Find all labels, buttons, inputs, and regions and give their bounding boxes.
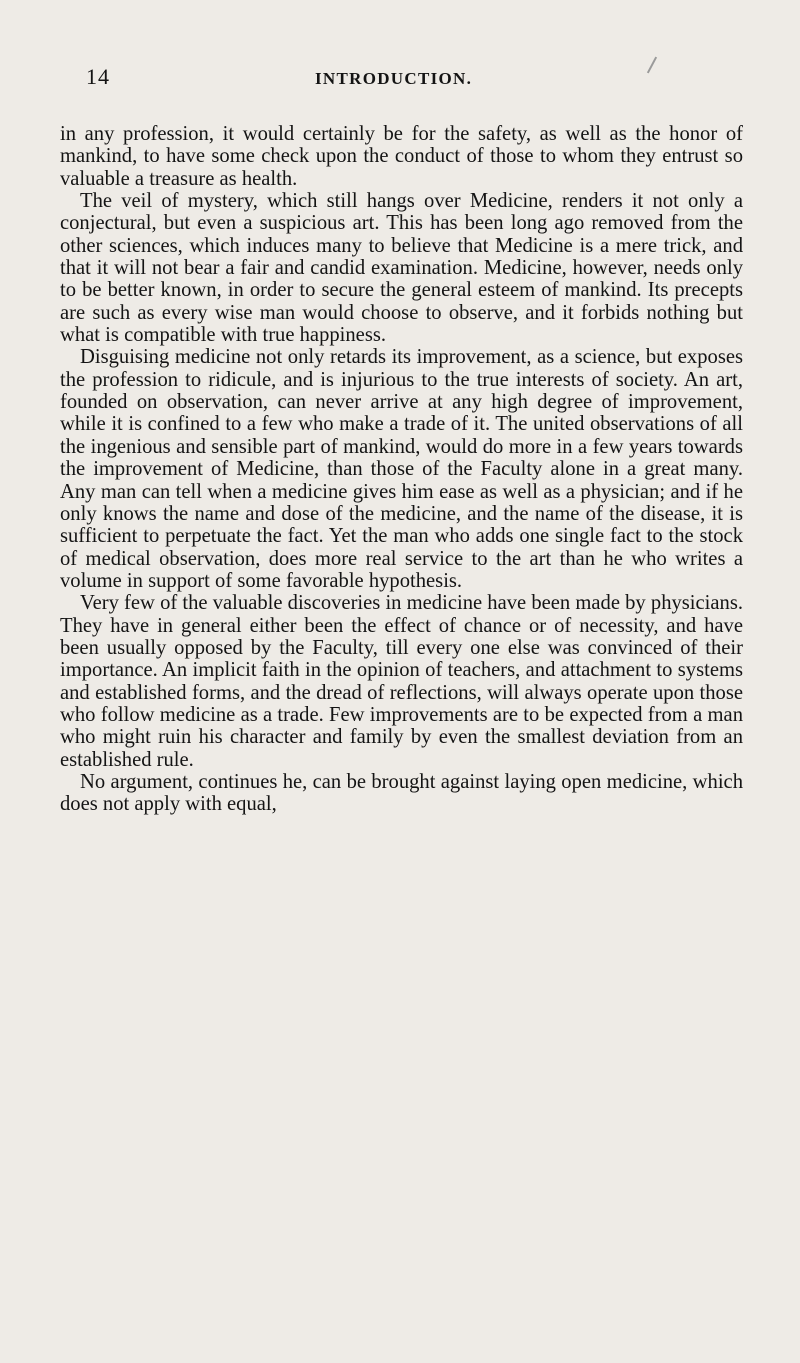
page-number: 14 (86, 64, 110, 89)
running-title: INTRODUCTION. (315, 69, 473, 88)
body-text (60, 123, 743, 816)
running-head (86, 64, 746, 96)
paragraph: No argument, continues he, can be brought against laying open medicine, which does not apply with equal, (60, 770, 743, 816)
paragraph: Very few of the valuable discoveries in medicine have been made by physicians. They have in general either been the effect of chance or of necessity, and have been usually opposed by the Faculty, till every one else was convinced of their importance. An implicit faith in the opinion of teachers, and attachment to systems and established forms, and the dread of reflections, will always operate upon those who follow medicine as a trade. Few improvements are to be expected from a man who might ruin his character and family by even the smallest deviation from an established rule. (60, 592, 743, 771)
paragraph: The veil of mystery, which still hangs over Medicine, renders it not only a conjectural, but even a suspicious art. This has been long ago removed from the other sciences, which induces many to believe that Medicine is a mere trick, and that it will not bear a fair and candid examination. Medicine, however, needs only to be better known, in order to secure the general esteem of mankind. Its precepts are such as every wise man would choose to observe, and it forbids nothing but what is compatible with true happiness. (60, 190, 743, 347)
paragraph-continued: in any profession, it would certainly be for the safety, as well as the honor of mankind, to have some check upon the conduct of those to whom they entrust so valuable a treasure as health. (60, 123, 743, 190)
paragraph: Disguising medicine not only retards its improvement, as a science, but exposes the profession to ridicule, and is injurious to the true interests of society. An art, founded on observation, can never arrive at any high degree of improvement, while it is confined to a few who make a trade of it. The united observations of all the ingenious and sensible part of mankind, would do more in a few years towards the improvement of Medicine, than those of the Faculty alone in a great many. Any man can tell when a medicine gives him ease as well as a physician; and if he only knows the name and dose of the medicine, and the name of the disease, it is sufficient to perpetuate the fact. Yet the man who adds one single fact to the stock of medical observation, does more real service to the art than he who writes a volume in support of some favorable hypothesis. (60, 346, 743, 592)
